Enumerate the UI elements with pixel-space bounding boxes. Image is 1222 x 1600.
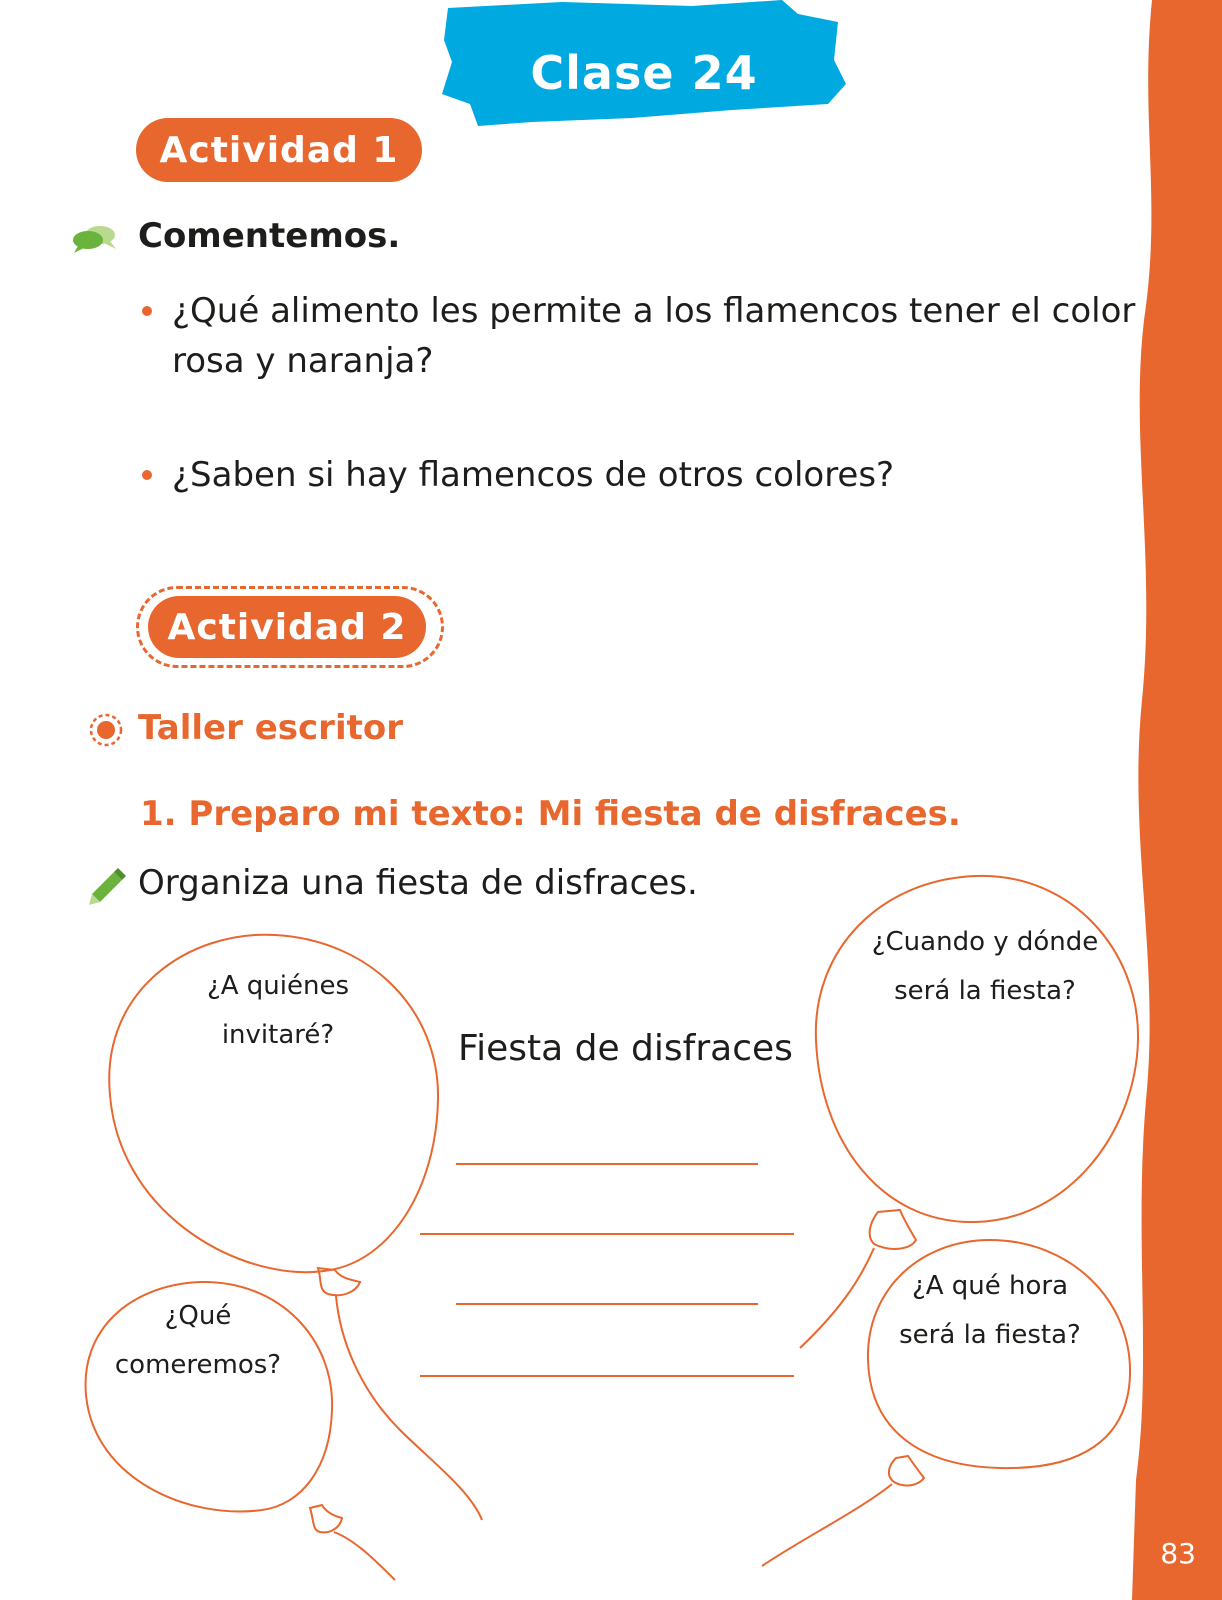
balloon-3-line-1: ¿Cuando y dónde [871,927,1099,957]
page-number: 83 [1160,1537,1196,1570]
balloon-2-line-2: comeremos? [114,1350,282,1380]
activity-2-badge: Actividad 2 [148,596,426,658]
page-title: Clase 24 [530,46,758,100]
balloon-4-text [880,1262,1100,1360]
balloon-3-line-2: será la fiesta? [894,976,1076,1006]
balloon-1-line-2: invitaré? [221,1020,335,1050]
activity-1-heading: Comentemos. [138,216,401,256]
balloon-1-text [158,962,398,1060]
balloon-3-text [860,918,1110,1016]
activity-1-badge: Actividad 1 [136,118,422,182]
question-1-line-2: rosa y naranja? [172,341,434,381]
balloon-2-line-1: ¿Qué [164,1301,232,1331]
bullet [142,306,152,316]
balloon-1-line-1: ¿A quiénes [206,971,350,1001]
target-icon [88,712,124,748]
question-1-line-1: ¿Qué alimento les permite a los flamencos tener el color [172,291,1136,331]
balloon-2-text [98,1292,298,1390]
party-title: Fiesta de disfraces [458,1028,793,1069]
bullet [142,470,152,480]
question-2: ¿Saben si hay flamencos de otros colores? [172,455,895,495]
speech-bubbles-icon [70,222,120,254]
instruction-text: Organiza una fiesta de disfraces. [138,863,698,903]
balloon-4-line-2: será la fiesta? [899,1320,1081,1350]
balloon-4-line-1: ¿A qué hora [911,1271,1069,1301]
section-title: Taller escritor [138,708,403,748]
step-title: 1. Preparo mi texto: Mi fiesta de disfraces. [140,794,961,834]
